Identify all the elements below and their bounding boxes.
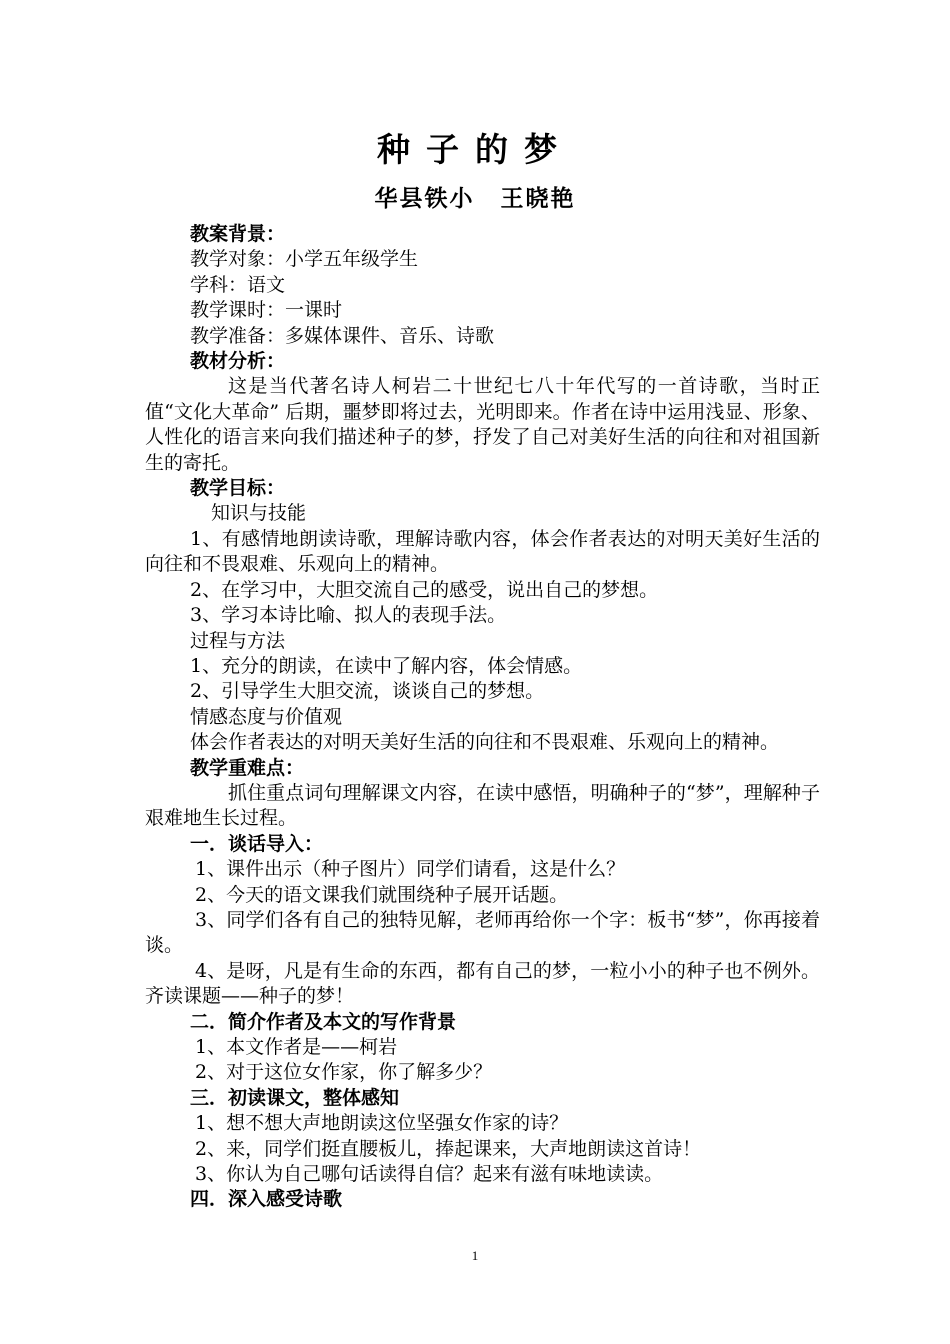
author-byline xyxy=(0,182,950,216)
text-line: 教学准备：多媒体课件、音乐、诗歌 xyxy=(190,324,495,347)
text-line: 3、你认为自己哪句话读得自信？起来有滋有味地读读。 xyxy=(195,1163,664,1186)
section-heading: 教学目标： xyxy=(190,477,286,500)
author-school: 华县铁小 xyxy=(374,186,475,212)
text-line: 教学课时：一课时 xyxy=(190,299,343,322)
section-heading: 教案背景： xyxy=(190,223,286,245)
paragraph: 4、是呀，凡是有生命的东西，都有自己的梦，一粒小小的种子也不例外。齐读课题——种子的梦！ xyxy=(145,959,820,1008)
document-title: 种子的梦 xyxy=(377,130,573,169)
text-line: 1、想不想大声地朗读这位坚强女作家的诗？ xyxy=(195,1112,569,1135)
author-name: 王晓艳 xyxy=(500,186,576,212)
section-heading: 一．谈话导入： xyxy=(190,832,324,855)
section-heading: 三．初读课文，整体感知 xyxy=(190,1086,400,1109)
text-line: 2、在学习中，大胆交流自己的感受，说出自己的梦想。 xyxy=(190,578,659,601)
subheading: 知识与技能 xyxy=(211,502,307,525)
section-heading: 四．深入感受诗歌 xyxy=(190,1188,343,1211)
subheading: 过程与方法 xyxy=(190,629,286,652)
section-heading: 教学重难点： xyxy=(190,756,305,779)
document-body xyxy=(145,222,820,1213)
text-line: 学科：语文 xyxy=(190,273,286,296)
section-heading: 教材分析： xyxy=(190,350,286,373)
text-line: 2、引导学生大胆交流，谈谈自己的梦想。 xyxy=(190,680,545,703)
section-heading: 二．简介作者及本文的写作背景 xyxy=(190,1010,457,1033)
paragraph: 这是当代著名诗人柯岩二十世纪七八十年代写的一首诗歌，当时正值“文化大革命” 后期，噩梦即将过去，光明即来。作者在诗中运用浅显、形象、人性化的语言来向我们描述种子的梦，抒发了自己对美好生活的向往和对祖国新生的寄托。 xyxy=(145,375,820,474)
page-number: 1 xyxy=(471,1248,479,1263)
text-line: 1、本文作者是——柯岩 xyxy=(195,1036,398,1058)
text-line: 2、对于这位女作家，你了解多少？ xyxy=(195,1061,493,1084)
subheading: 情感态度与价值观 xyxy=(190,705,343,728)
text-line: 教学对象：小学五年级学生 xyxy=(190,248,419,271)
paragraph: 体会作者表达的对明天美好生活的向往和不畏艰难、乐观向上的精神。 xyxy=(190,731,780,754)
text-line: 2、今天的语文课我们就围绕种子展开话题。 xyxy=(195,883,569,906)
text-line: 3、学习本诗比喻、拟人的表现手法。 xyxy=(190,604,507,627)
paragraph: 3、同学们各有自己的独特见解，老师再给你一个字：板书“梦”，你再接着谈。 xyxy=(145,908,820,957)
paragraph: 抓住重点词句理解课文内容，在读中感悟，明确种子的“梦”，理解种子艰难地生长过程。 xyxy=(145,781,820,830)
text-line: 1、课件出示（种子图片）同学们请看，这是什么？ xyxy=(195,858,626,881)
text-line: 1、充分的朗读，在读中了解内容，体会情感。 xyxy=(190,654,583,677)
paragraph: 1、有感情地朗读诗歌，理解诗歌内容，体会作者表达的对明天美好生活的向往和不畏艰难、乐观向上的精神。 xyxy=(145,527,820,576)
text-line: 2、来，同学们挺直腰板儿，捧起课来，大声地朗读这首诗！ xyxy=(195,1137,702,1160)
